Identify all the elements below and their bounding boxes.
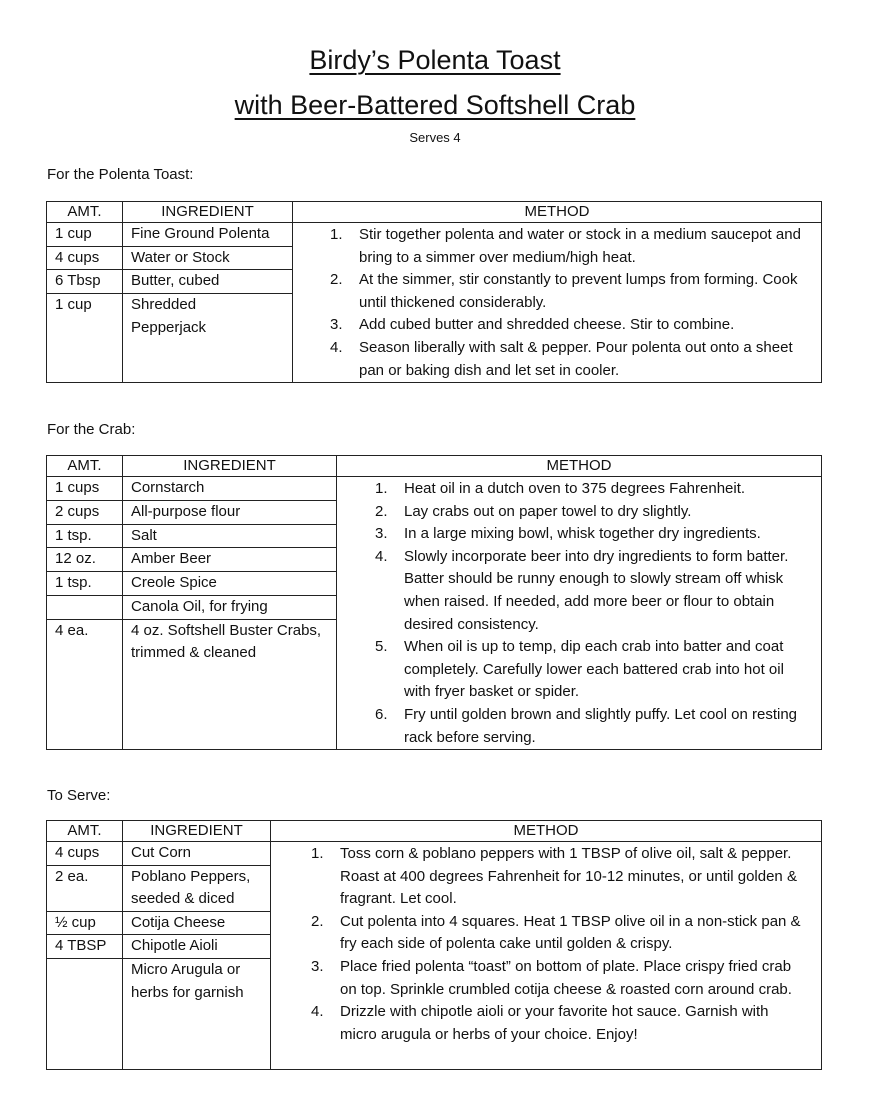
method-cell [271, 842, 822, 1070]
recipe-title-line-2: with Beer-Battered Softshell Crab [234, 90, 636, 120]
method-cell [293, 223, 822, 383]
step-text: Season liberally with salt & pepper. Pour polenta out onto a sheet pan or baking dish and let set in cooler. [359, 338, 793, 379]
step-text: Fry until golden brown and slightly puffy. Let cool on resting rack before serving. [404, 705, 798, 746]
polenta-section-label: For the Polenta Toast: [47, 166, 194, 183]
method-step [375, 478, 813, 501]
ingredient-cell: Water or Stock [123, 246, 293, 270]
amount-cell: 4 cups [47, 246, 123, 270]
step-text: Cut polenta into 4 squares. Heat 1 TBSP olive oil in a non-stick pan & fry each side of polenta cake until golden & crispy. [340, 912, 801, 953]
ingredient-cell: Micro Arugula or herbs for garnish [123, 958, 271, 1069]
amount-cell: 4 TBSP [47, 935, 123, 959]
method-step [311, 1001, 809, 1046]
ingredient-cell: Salt [123, 524, 337, 548]
ingredient-cell: Amber Beer [123, 548, 337, 572]
amount-cell: 4 ea. [47, 619, 123, 749]
serves-count: Serves 4 [409, 130, 461, 145]
method-step [375, 704, 813, 749]
ingredient-cell: Cotija Cheese [123, 911, 271, 935]
method-steps [311, 843, 809, 1046]
amount-cell: 6 Tbsp [47, 270, 123, 294]
table-row [47, 842, 822, 866]
step-text: Lay crabs out on paper towel to dry slightly. [404, 502, 692, 520]
method-step [330, 269, 805, 314]
serve-table [46, 820, 822, 1070]
ingredient-header: INGREDIENT [123, 821, 271, 842]
step-text: In a large mixing bowl, whisk together dry ingredients. [404, 525, 761, 543]
serve-section-label: To Serve: [47, 787, 111, 804]
ingredient-header: INGREDIENT [123, 456, 337, 477]
ingredient-header: INGREDIENT [123, 202, 293, 223]
method-step [330, 224, 805, 269]
polenta-table [46, 201, 822, 383]
step-number: 3. [330, 316, 343, 334]
recipe-title-line-1: Birdy’s Polenta Toast [309, 45, 561, 75]
ingredient-cell: Cornstarch [123, 477, 337, 501]
amount-cell: 2 ea. [47, 865, 123, 911]
step-text: Drizzle with chipotle aioli or your favorite hot sauce. Garnish with micro arugula or herbs of your choice. Enjoy! [340, 1003, 769, 1043]
method-header: METHOD [337, 456, 822, 477]
amount-cell: 1 tsp. [47, 524, 123, 548]
method-steps [330, 224, 805, 382]
amount-cell: 1 cup [47, 223, 123, 247]
method-step [311, 911, 809, 956]
step-number: 6. [375, 705, 388, 723]
step-text: Add cubed butter and shredded cheese. Stir to combine. [359, 316, 735, 334]
step-text: When oil is up to temp, dip each crab into batter and coat completely. Carefully lower each battered crab into hot oil with fryer basket or spider. [404, 638, 784, 701]
method-step [375, 636, 813, 704]
amt-header: AMT. [47, 202, 123, 223]
step-number: 3. [375, 525, 388, 543]
amount-cell: 1 tsp. [47, 572, 123, 596]
amt-header: AMT. [47, 821, 123, 842]
amount-cell [47, 958, 123, 1069]
step-number: 3. [311, 957, 324, 975]
step-text: Toss corn & poblano peppers with 1 TBSP of olive oil, salt & pepper. Roast at 400 degrees Fahrenheit for 10-12 minutes, or until golden & fragrant. Let cool. [340, 845, 797, 908]
method-step [375, 546, 813, 636]
amount-cell: 2 cups [47, 500, 123, 524]
amount-cell: 12 oz. [47, 548, 123, 572]
ingredient-cell: Fine Ground Polenta [123, 223, 293, 247]
method-step [330, 314, 805, 337]
step-text: Slowly incorporate beer into dry ingredients to form batter. Batter should be runny enough to slowly stream off whisk when raised. If needed, add more beer or flour to obtain desired consistency. [404, 547, 789, 633]
step-text: Heat oil in a dutch oven to 375 degrees Fahrenheit. [404, 480, 746, 497]
ingredient-cell: Poblano Peppers, seeded & diced [123, 865, 271, 911]
table-row [47, 223, 822, 247]
ingredient-cell: Canola Oil, for frying [123, 596, 337, 620]
step-number: 2. [311, 912, 324, 930]
step-text: Place fried polenta “toast” on bottom of plate. Place crispy fried crab on top. Sprinkle crumbled cotija cheese & roasted corn around crab. [340, 957, 792, 998]
step-number: 1. [311, 845, 324, 862]
method-step [375, 501, 813, 524]
step-number: 1. [330, 226, 343, 243]
ingredient-cell: All-purpose flour [123, 500, 337, 524]
ingredient-cell: Cut Corn [123, 842, 271, 866]
method-cell [337, 477, 822, 750]
ingredient-cell: Chipotle Aioli [123, 935, 271, 959]
amount-cell: 1 cups [47, 477, 123, 501]
crab-section-label: For the Crab: [47, 421, 136, 438]
step-number: 2. [375, 502, 388, 520]
amt-header: AMT. [47, 456, 123, 477]
step-number: 4. [311, 1003, 324, 1021]
step-text: At the simmer, stir constantly to prevent lumps from forming. Cook until thickened considerably. [359, 271, 798, 311]
method-step [330, 337, 805, 382]
method-step [375, 523, 813, 546]
ingredient-cell: Creole Spice [123, 572, 337, 596]
ingredient-cell: 4 oz. Softshell Buster Crabs, trimmed & cleaned [123, 619, 337, 749]
step-number: 4. [330, 338, 343, 356]
method-step [311, 843, 809, 911]
method-header: METHOD [293, 202, 822, 223]
step-number: 2. [330, 271, 343, 289]
table-row [47, 477, 822, 501]
crab-table [46, 455, 822, 750]
method-steps [375, 478, 813, 749]
amount-cell: ½ cup [47, 911, 123, 935]
method-step [311, 956, 809, 1001]
step-text: Stir together polenta and water or stock in a medium saucepot and bring to a simmer over medium/high heat. [359, 226, 801, 266]
step-number: 1. [375, 480, 388, 497]
amount-cell [47, 596, 123, 620]
amount-cell: 1 cup [47, 293, 123, 382]
step-number: 5. [375, 638, 388, 656]
step-number: 4. [375, 547, 388, 565]
ingredient-cell: Butter, cubed [123, 270, 293, 294]
method-header: METHOD [271, 821, 822, 842]
ingredient-cell: Shredded Pepperjack [123, 293, 293, 382]
amount-cell: 4 cups [47, 842, 123, 866]
